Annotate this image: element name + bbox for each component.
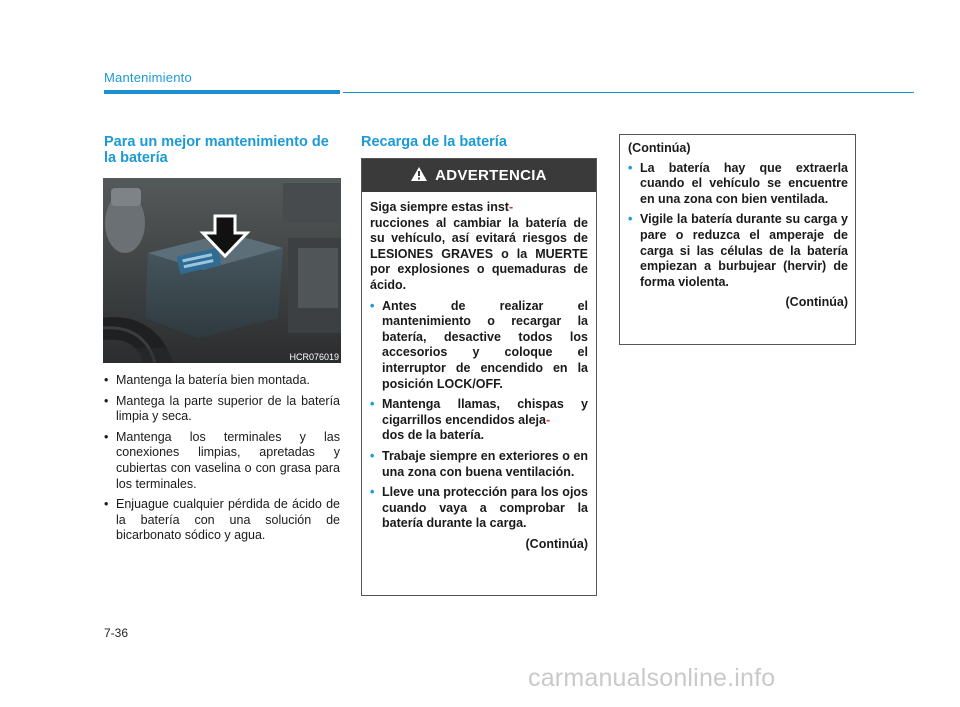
maintenance-bullet-list: [104, 373, 340, 549]
list-item: • Mantega la parte superior de la batería limpia y seca.: [104, 393, 340, 424]
continued-header: (Continúa): [628, 141, 691, 155]
warning-bullet-list: [370, 299, 588, 532]
warning-title: ADVERTENCIA: [435, 167, 547, 184]
header-rule-thick: [104, 90, 340, 94]
warning-body: [362, 192, 596, 552]
list-item: • Trabaje siempre en exteriores o en una zona con buena ventilación.: [370, 448, 588, 479]
list-item: • Antes de realizar el mantenimiento o recargar la batería, desactive todos los accesorios y coloque el interruptor de encendido en la posición LOCK/OFF.: [370, 298, 588, 391]
continued-bullet-list: [628, 161, 848, 291]
list-item: • Mantenga la batería bien montada.: [104, 373, 310, 387]
list-item: • Mantenga los terminales y las conexiones limpias, apretadas y cubiertas con vaselina o con grasa para los terminales.: [104, 429, 340, 491]
battery-photo: [103, 178, 341, 363]
image-code: HCR076019: [289, 352, 339, 362]
recharge-heading: Recarga de la batería: [361, 134, 507, 150]
list-item: • La batería hay que extraerla cuando el vehículo se encuentre en una zona con bien ventilada.: [628, 160, 848, 206]
warning-intro: Siga siempre estas inst- rucciones al cambiar la batería de su vehículo, así evitará riesgos de LESIONES GRAVES o la MUERTE por explosiones o quemaduras de ácido.: [370, 200, 588, 292]
list-item: • Enjuague cualquier pérdida de ácido de la batería con una solución de bicarbonato sódico y agua.: [104, 497, 340, 543]
watermark: carmanualsonline.info: [528, 664, 776, 692]
list-item: • Mantenga llamas, chispas y cigarrillos encendidos aleja- dos de la batería.: [370, 397, 588, 443]
section-label: Mantenimiento: [104, 70, 192, 85]
warning-triangle-icon: [411, 167, 427, 185]
page-number: 7-36: [104, 626, 129, 640]
maintenance-heading: Para un mejor mantenimiento de la batería: [104, 134, 329, 166]
warning-box: [361, 158, 597, 596]
list-item: • Lleve una protección para los ojos cuando vaya a comprobar la batería durante la carga.: [370, 485, 588, 531]
continues-note: (Continúa): [785, 295, 848, 310]
warning-header: [362, 159, 596, 192]
continued-warning-box: [619, 134, 856, 345]
list-item: • Vigile la batería durante su carga y pare o reduzca el amperaje de carga si las células de la batería empiezan a burbujear (hervir) de forma violenta.: [628, 212, 848, 289]
continues-note: (Continúa): [525, 536, 588, 551]
header-rule-thin: [343, 92, 914, 93]
